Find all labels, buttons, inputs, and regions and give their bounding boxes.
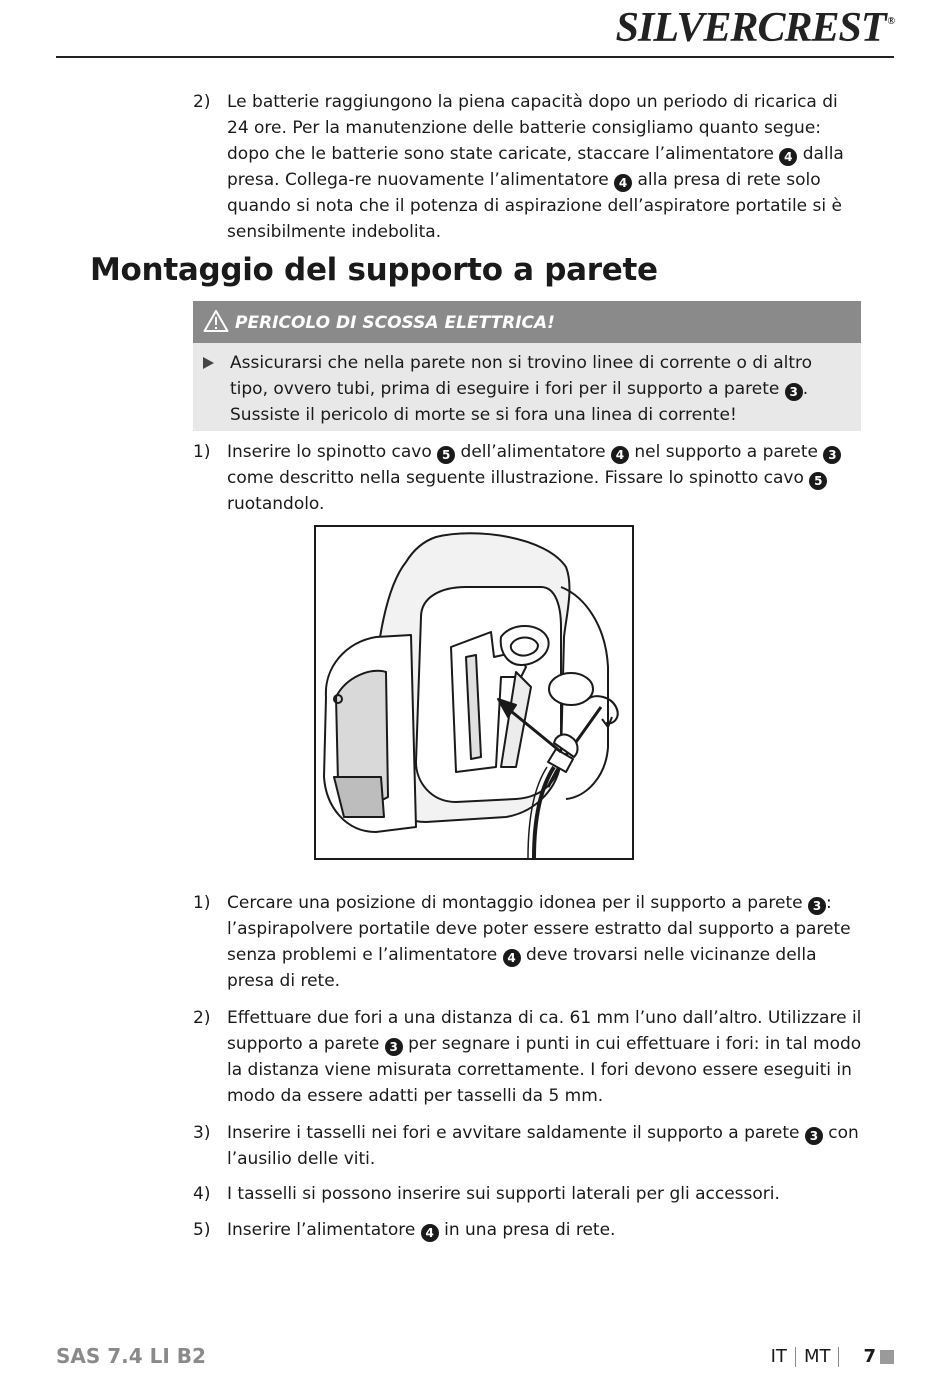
footer-pagination	[771, 1346, 894, 1367]
item-text: Cercare una posizione di montaggio idonea per il supporto a parete 3 : l’aspirapolvere portatile deve poter essere estratto dal supporto a parete senza problemi e l’alimentatore 4 deve trovarsi nelle vicinanze della presa di rete.	[227, 893, 851, 991]
list-item	[193, 890, 863, 994]
list-item	[193, 1120, 863, 1172]
footer-divider	[838, 1347, 839, 1367]
warning-text: Assicurarsi che nella parete non si trovino linee di corrente o di altro tipo, ovvero tubi, prima di eseguire i fori per il supporto a parete 3 . Sussiste il pericolo di morte se si fora una linea di corrente!	[230, 353, 813, 425]
item-text: Inserire l’alimentatore 4 in una presa di rete.	[227, 1220, 616, 1240]
list-item	[193, 1217, 863, 1243]
section-title: Montaggio del supporto a parete	[90, 252, 658, 288]
brand-logo: SILVERCREST ®	[615, 5, 894, 51]
item-number: 1)	[193, 442, 211, 462]
item-number: 1)	[193, 893, 211, 913]
item-text: Le batterie raggiungono la piena capacità dopo un periodo di ricarica di 24 ore. Per la manutenzione delle batterie consigliamo quanto segue: dopo che le batterie sono state caricate, staccare l’alimentatore 4 dalla presa. Collega-re nuovamente l’alimentatore 4 alla presa di rete solo quando si nota che il potenza di aspirazione dell’aspiratore portatile si è sensibilmente indebolita.	[227, 92, 844, 242]
item-number: 2)	[193, 92, 211, 112]
item-number: 2)	[193, 1008, 211, 1028]
warning-header	[193, 301, 861, 343]
item-text: Inserire lo spinotto cavo 5 dell’alimentatore 4 nel supporto a parete 3 come descritto nella seguente illustrazione. Fissare lo spinotto cavo 5 ruotandolo.	[227, 439, 863, 517]
item-text: Inserire i tasselli nei fori e avvitare saldamente il supporto a parete 3 con l’ausilio delle viti.	[227, 1123, 859, 1169]
page-marker-icon	[880, 1350, 894, 1364]
list-item	[193, 439, 863, 517]
item-number: 4)	[193, 1184, 211, 1204]
page-number: 7	[863, 1346, 876, 1367]
warning-body	[193, 343, 861, 431]
footer-lang-mt: MT	[803, 1346, 831, 1367]
item-text: Effettuare due fori a una distanza di ca. 61 mm l’uno dall’altro. Utilizzare il supporto a parete 3 per segnare i punti in cui effettuare i fori: in tal modo la distanza viene misurata correttamente. I fori devono essere eseguiti in modo da essere adatti per tasselli da 5 mm.	[227, 1008, 862, 1106]
warning-triangle-icon	[203, 309, 229, 337]
item-number: 3)	[193, 1123, 211, 1143]
bullet-arrow-icon	[203, 357, 214, 369]
intro-list-item	[193, 89, 863, 245]
footer-divider	[795, 1347, 796, 1367]
list-item	[193, 1005, 863, 1109]
footer-model: SAS 7.4 LI B2	[56, 1344, 206, 1368]
mounting-diagram	[316, 527, 632, 858]
footer-lang-it: IT	[770, 1346, 787, 1367]
item-number: 5)	[193, 1220, 211, 1240]
registered-mark: ®	[887, 16, 894, 27]
warning-title: PERICOLO DI SCOSSA ELETTRICA!	[235, 313, 555, 333]
item-text: I tasselli si possono inserire sui supporti laterali per gli accessori.	[227, 1184, 780, 1204]
header-divider	[56, 56, 894, 58]
wall-mount-illustration	[314, 525, 634, 860]
list-item	[193, 1181, 863, 1207]
